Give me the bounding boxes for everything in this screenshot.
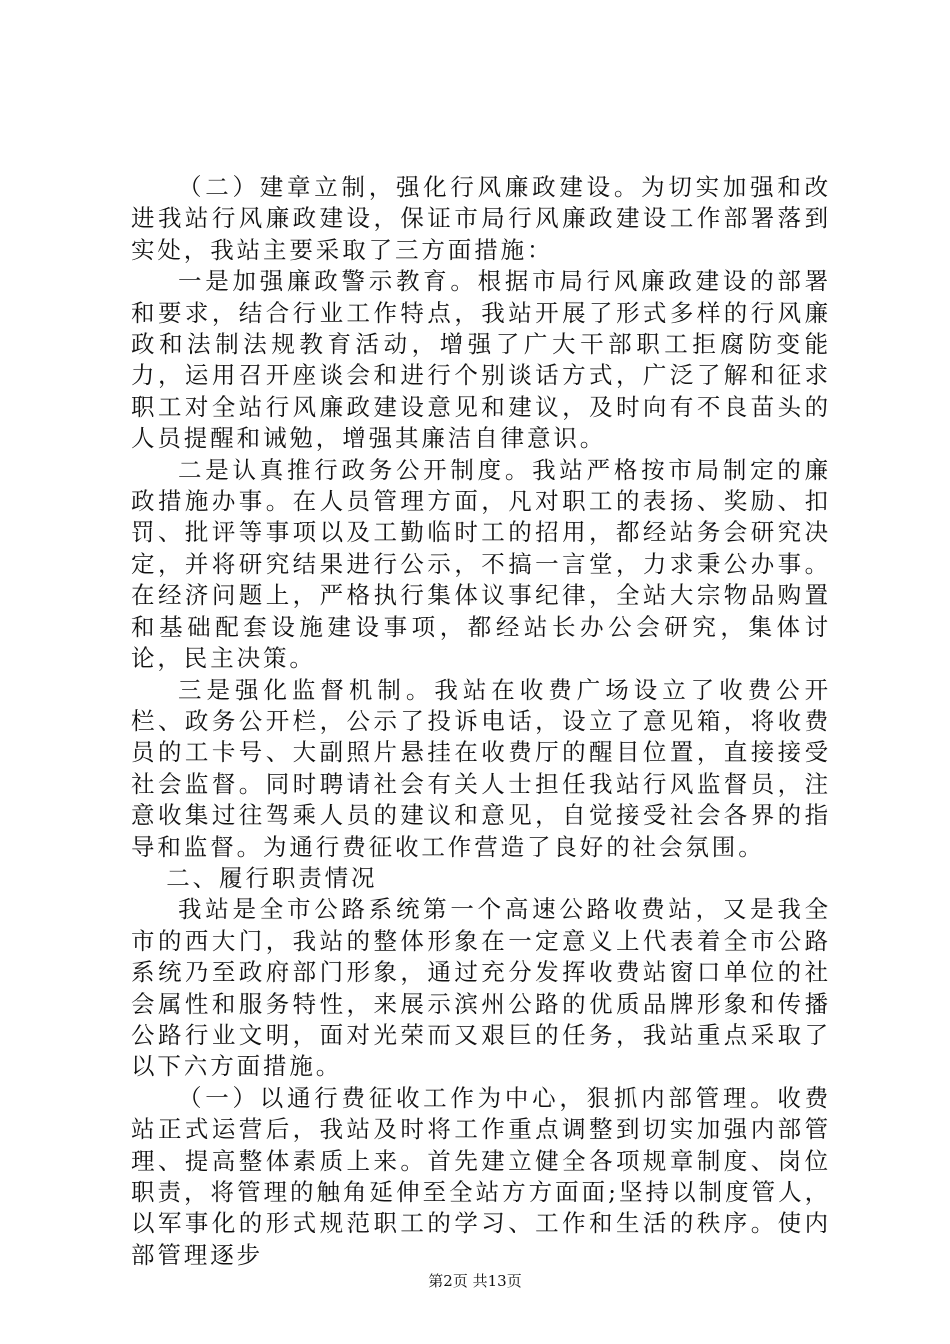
document-body (131, 172, 831, 1271)
paragraph-section-two-rules: （二）建章立制，强化行风廉政建设。为切实加强和改进我站行风廉政建设，保证市局行风廉政建设工作部署落到实处，我站主要采取了三方面措施： (131, 173, 831, 264)
paragraph-integrity-education: 一是加强廉政警示教育。根据市局行风廉政建设的部署和要求，结合行业工作特点，我站开展了形式多样的行风廉政和法制法规教育活动，增强了广大干部职工拒腐防变能力，运用召开座谈会和进行个别谈话方式，广泛了解和征求职工对全站行风廉政建设意见和建议，及时向有不良苗头的人员提醒和诫勉，增强其廉洁自律意识。 (131, 267, 831, 453)
paragraph-open-government: 二是认真推行政务公开制度。我站严格按市局制定的廉政措施办事。在人员管理方面，凡对职工的表扬、奖励、扣罚、批评等事项以及工勤临时工的招用，都经站务会研究决定，并将研究结果进行公示，不搞一言堂，力求秉公办事。在经济问题上，严格执行集体议事纪律，全站大宗物品购置和基础配套设施建设事项，都经站长办公会研究，集体讨论，民主决策。 (131, 455, 831, 673)
paragraph-station-overview: 我站是全市公路系统第一个高速公路收费站，又是我全市的西大门，我站的整体形象在一定意义上代表着全市公路系统乃至政府部门形象，通过充分发挥收费站窗口单位的社会属性和服务特性，来展示滨州公路的优质品牌形象和传播公路行业文明，面对光荣而又艰巨的任务，我站重点采取了以下六方面措施。 (131, 895, 831, 1081)
page-footer: 第2页 共13页 (428, 1272, 522, 1290)
paragraph-internal-management: （一）以通行费征收工作为中心，狠抓内部管理。收费站正式运营后，我站及时将工作重点调整到切实加强内部管理、提高整体素质上来。首先建立健全各项规章制度、岗位职责，将管理的触角延伸至全站方方面面;坚持以制度管人，以军事化的形式规范职工的学习、工作和生活的秩序。使内部管理逐步 (131, 1083, 831, 1269)
section-heading-duties: 二、履行职责情况 (166, 863, 378, 892)
paragraph-supervision: 三是强化监督机制。我站在收费广场设立了收费公开栏、政务公开栏，公示了投诉电话，设立了意见箱，将收费员的工卡号、大副照片悬挂在收费厅的醒目位置，直接接受社会监督。同时聘请社会有关人士担任我站行风监督员，注意收集过往驾乘人员的建议和意见，自觉接受社会各界的指导和监督。为通行费征收工作营造了良好的社会氛围。 (131, 675, 831, 861)
